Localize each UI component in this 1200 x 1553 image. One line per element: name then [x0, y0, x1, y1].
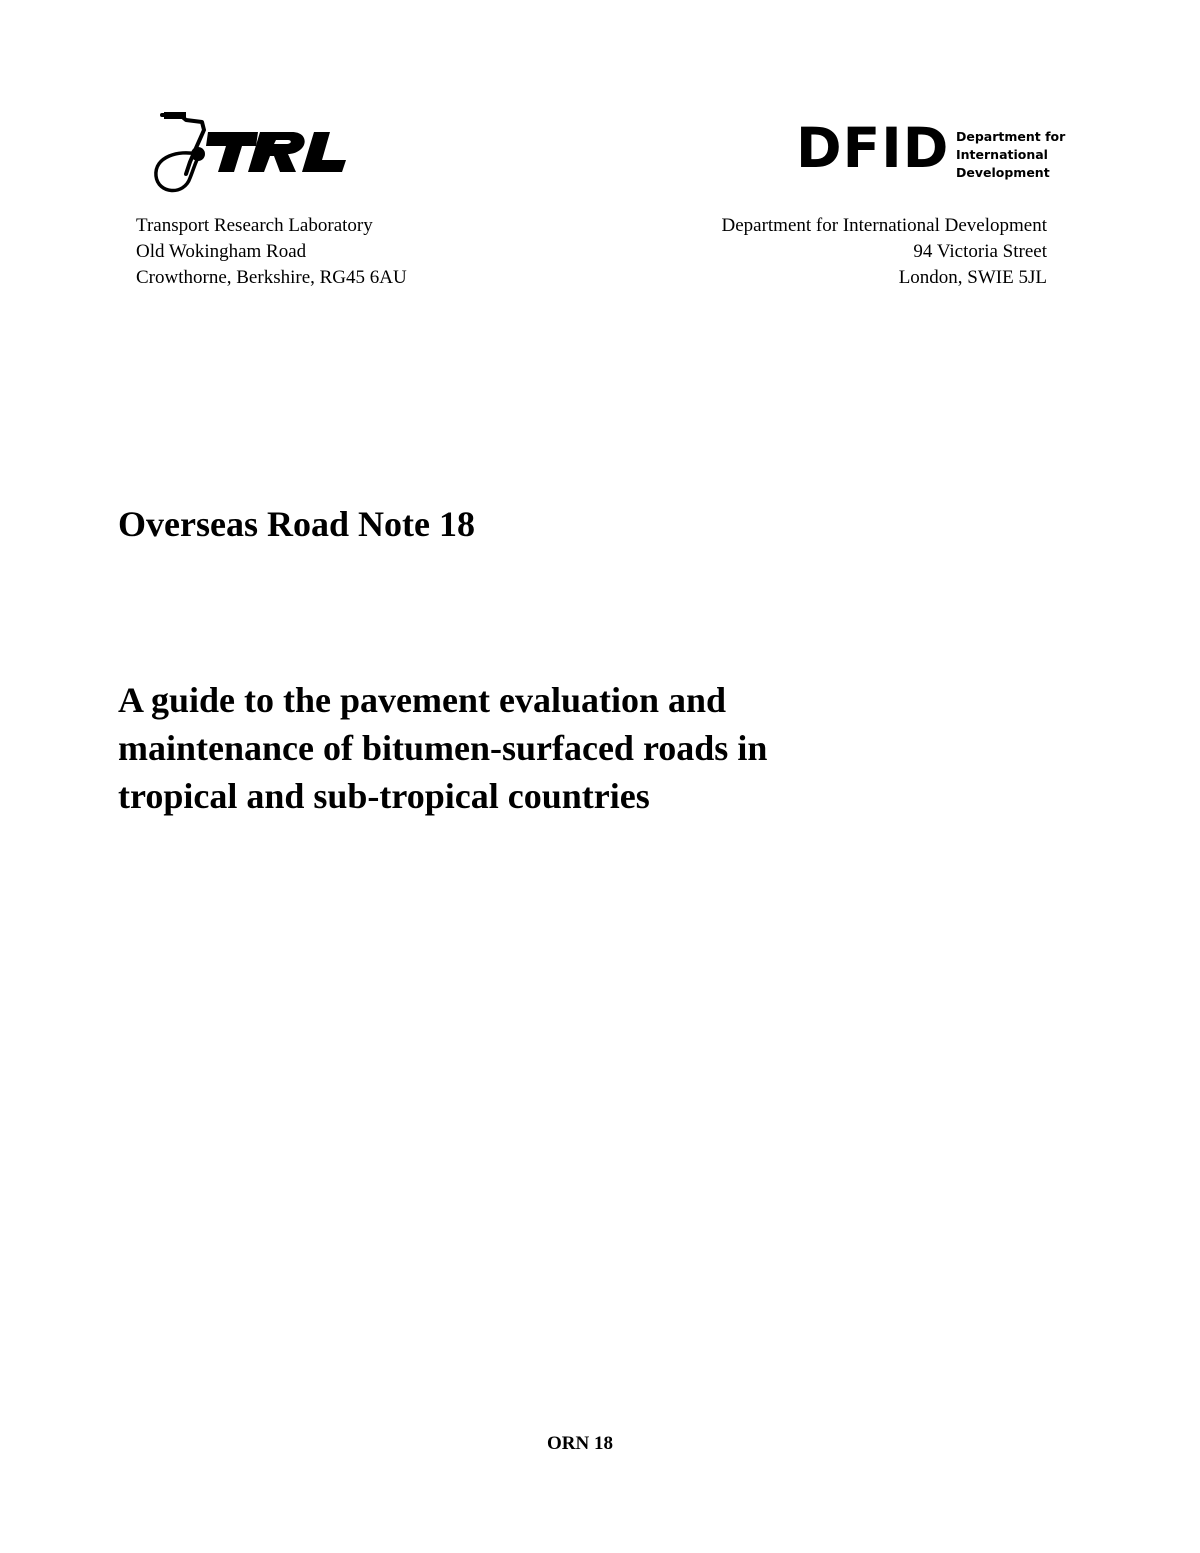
address-line: Transport Research Laboratory	[136, 215, 373, 236]
dfid-logo	[796, 116, 1066, 184]
document-title-line: A guide to the pavement evaluation and	[118, 680, 727, 720]
address-line: 94 Victoria Street	[913, 241, 1047, 262]
address-line: Department for International Development	[721, 215, 1047, 236]
dfid-full-name	[956, 128, 1065, 182]
document-code: ORN 18	[547, 1433, 613, 1454]
document-title-line: tropical and sub-tropical countries	[118, 776, 650, 816]
document-title	[118, 676, 1018, 820]
trl-logo	[150, 110, 350, 200]
document-title-line: maintenance of bitumen-surfaced roads in	[118, 728, 768, 768]
address-line: Crowthorne, Berkshire, RG45 6AU	[136, 267, 407, 288]
dfid-address	[721, 213, 1047, 291]
dfid-abbreviation: DFID	[796, 116, 950, 180]
address-line: Old Wokingham Road	[136, 241, 307, 262]
series-title: Overseas Road Note 18	[118, 504, 475, 544]
dfid-full-name-line: Development	[956, 165, 1050, 180]
dfid-full-name-line: Department for	[956, 129, 1066, 144]
trl-address	[136, 213, 407, 291]
trl-logo-icon	[150, 110, 350, 200]
dfid-full-name-line: International	[956, 147, 1048, 162]
address-line: London, SWIE 5JL	[898, 267, 1047, 288]
